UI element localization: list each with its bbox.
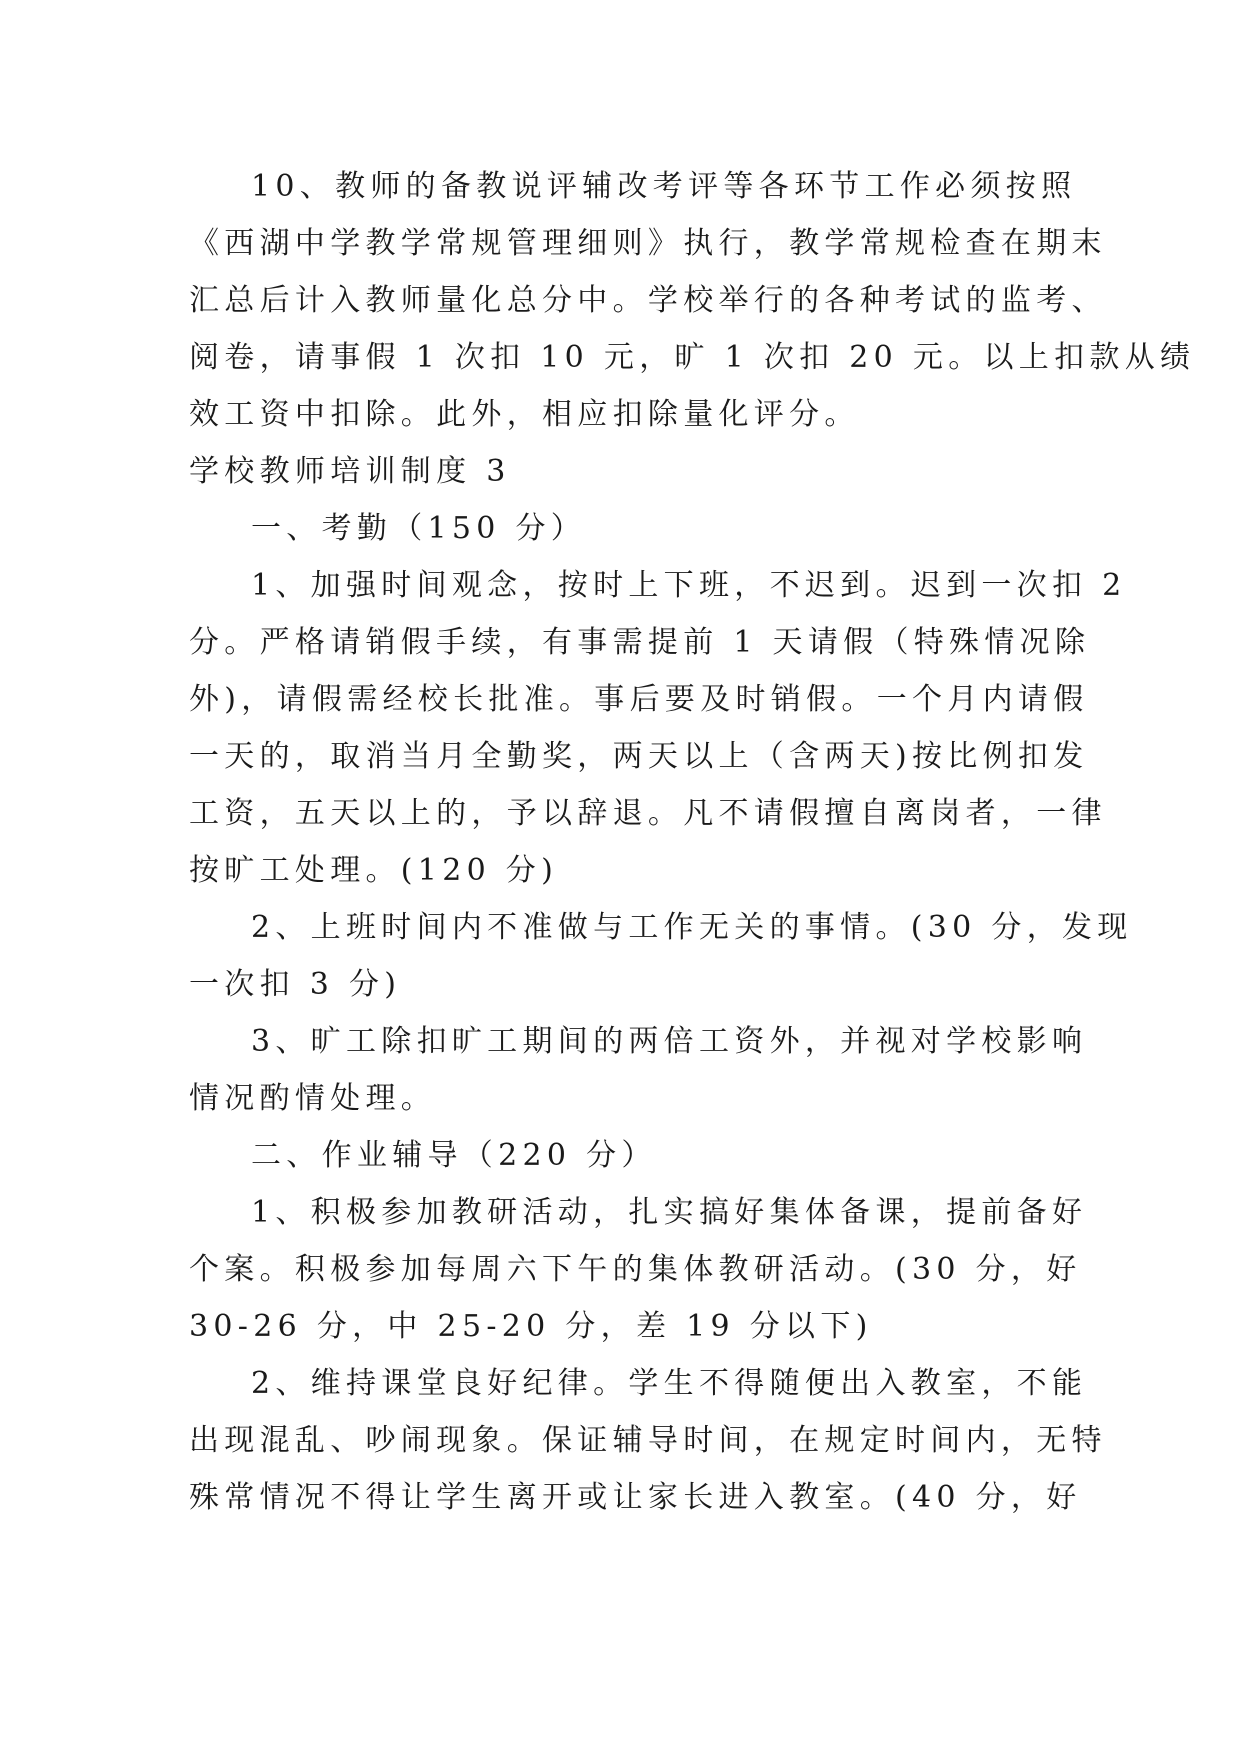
paragraph-line: 阅卷，请事假 1 次扣 10 元，旷 1 次扣 20 元。以上扣款从绩: [189, 340, 1196, 375]
paragraph-line: 30-26 分，中 25-20 分，差 19 分以下): [189, 1309, 873, 1344]
paragraph-line: 汇总后计入教师量化总分中。学校举行的各种考试的监考、: [189, 283, 1107, 318]
paragraph-line: 殊常情况不得让学生离开或让家长进入教室。(40 分，好: [189, 1480, 1082, 1515]
paragraph-line: 1、加强时间观念，按时上下班，不迟到。迟到一次扣 2: [251, 568, 1127, 603]
paragraph-line: 出现混乱、吵闹现象。保证辅导时间，在规定时间内，无特: [189, 1423, 1107, 1458]
section-heading: 学校教师培训制度 3: [189, 454, 511, 489]
paragraph-line: 1、积极参加教研活动，扎实搞好集体备课，提前备好: [251, 1195, 1088, 1230]
paragraph-line: 效工资中扣除。此外，相应扣除量化评分。: [189, 397, 860, 432]
paragraph-line: 情况酌情处理。: [189, 1081, 437, 1116]
paragraph-line: 工资，五天以上的，予以辞退。凡不请假擅自离岗者，一律: [189, 796, 1107, 831]
subsection-heading: 二、作业辅导（220 分）: [251, 1138, 657, 1173]
paragraph-line: 2、维持课堂良好纪律。学生不得随便出入教室，不能: [251, 1366, 1088, 1401]
paragraph-line: 一天的，取消当月全勤奖，两天以上（含两天)按比例扣发: [189, 739, 1089, 774]
subsection-heading: 一、考勤（150 分）: [251, 511, 587, 546]
paragraph-line: 外)，请假需经校长批准。事后要及时销假。一个月内请假: [189, 682, 1089, 717]
paragraph-line: 《西湖中学教学常规管理细则》执行，教学常规检查在期末: [189, 226, 1107, 261]
paragraph-line: 10、教师的备教说评辅改考评等各环节工作必须按照: [251, 169, 1077, 204]
paragraph-line: 3、旷工除扣旷工期间的两倍工资外，并视对学校影响: [251, 1024, 1088, 1059]
paragraph-line: 按旷工处理。(120 分): [189, 853, 559, 888]
paragraph-line: 一次扣 3 分): [189, 967, 402, 1002]
paragraph-line: 个案。积极参加每周六下午的集体教研活动。(30 分，好: [189, 1252, 1082, 1287]
paragraph-line: 分。严格请销假手续，有事需提前 1 天请假（特殊情况除: [189, 625, 1091, 660]
paragraph-line: 2、上班时间内不准做与工作无关的事情。(30 分，发现: [251, 910, 1133, 945]
